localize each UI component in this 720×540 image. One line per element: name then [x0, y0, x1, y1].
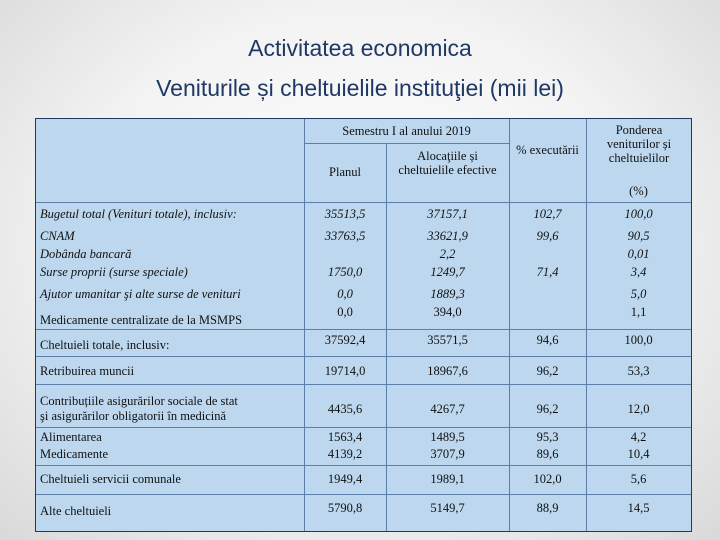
- cell-plan: 0,0: [337, 305, 353, 319]
- header-semester: Semestru I al anului 2019: [342, 124, 471, 138]
- row-line: [36, 356, 691, 357]
- col-line: [304, 119, 305, 531]
- cell-alloc: 37157,1: [427, 207, 468, 221]
- row-label: CNAM: [40, 229, 75, 243]
- finance-table: [35, 118, 692, 532]
- row-label: Medicamente centralizate de la MSMPS: [40, 313, 243, 327]
- cell-pct: 88,9: [536, 501, 559, 515]
- cell-share: 10,4: [627, 447, 650, 461]
- row-label: Cheltuieli totale, inclusiv:: [40, 338, 170, 352]
- cell-alloc: 1489,5: [430, 430, 465, 444]
- cell-plan: 19714,0: [324, 364, 366, 378]
- cell-alloc: 394,0: [433, 305, 462, 319]
- cell-pct: 102,0: [533, 472, 562, 486]
- row-label: Alte cheltuieli: [40, 504, 112, 518]
- col-line: [586, 119, 587, 531]
- cell-share: 3,4: [630, 265, 647, 279]
- header-share: Ponderea veniturilor și cheltuielilor: [606, 123, 672, 165]
- cell-share: 90,5: [627, 229, 650, 243]
- cell-pct: 89,6: [536, 447, 559, 461]
- cell-share: 0,01: [627, 247, 650, 261]
- row-line: [36, 384, 691, 385]
- cell-alloc: 4267,7: [430, 402, 465, 416]
- cell-plan: 35513,5: [324, 207, 366, 221]
- cell-pct: 102,7: [533, 207, 562, 221]
- row-line: [36, 427, 691, 428]
- col-line: [509, 119, 510, 531]
- row-label: Surse proprii (surse speciale): [40, 265, 188, 279]
- cell-alloc: 5149,7: [430, 501, 465, 515]
- header-divider: [304, 143, 509, 144]
- cell-alloc: 2,2: [439, 247, 456, 261]
- cell-share: 100,0: [624, 333, 653, 347]
- header-bottom-line: [36, 202, 691, 203]
- cell-plan: 1750,0: [327, 265, 363, 279]
- cell-alloc: 18967,6: [427, 364, 468, 378]
- cell-pct: 71,4: [536, 265, 559, 279]
- cell-pct: 99,6: [536, 229, 559, 243]
- cell-share: 4,2: [630, 430, 647, 444]
- cell-pct: 96,2: [536, 364, 559, 378]
- cell-share: 14,5: [627, 501, 650, 515]
- cell-share: 5,0: [630, 287, 647, 301]
- cell-share: 5,6: [630, 472, 647, 486]
- cell-pct: 96,2: [536, 402, 559, 416]
- cell-alloc: 3707,9: [430, 447, 465, 461]
- row-label: Ajutor umanitar şi alte surse de venituri: [40, 287, 241, 301]
- header-share-unit: (%): [629, 184, 648, 198]
- cell-plan: 33763,5: [324, 229, 366, 243]
- cell-plan: 1563,4: [327, 430, 363, 444]
- cell-share: 100,0: [624, 207, 653, 221]
- cell-alloc: 1249,7: [430, 265, 465, 279]
- row-label: Cheltuieli servicii comunale: [40, 472, 181, 486]
- row-line: [36, 465, 691, 466]
- row-label: Dobânda bancară: [40, 247, 132, 261]
- cell-plan: 37592,4: [324, 333, 366, 347]
- slide-title: Activitatea economica: [248, 35, 472, 61]
- cell-alloc: 35571,5: [427, 333, 468, 347]
- row-label: Bugetul total (Venituri totale), inclusiv:: [40, 207, 237, 221]
- row-label: Medicamente: [40, 447, 109, 461]
- row-line: [36, 329, 691, 330]
- row-label-line2: şi asigurărilor obligatorii în medicină: [40, 409, 227, 423]
- cell-share: 53,3: [627, 364, 650, 378]
- cell-alloc: 33621,9: [427, 229, 468, 243]
- cell-plan: 0,0: [337, 287, 353, 301]
- row-label: Contribuțiile asigurărilor sociale de stat: [40, 394, 238, 408]
- cell-plan: 4435,6: [327, 402, 363, 416]
- row-label: Alimentarea: [40, 430, 102, 444]
- cell-pct: 95,3: [536, 430, 559, 444]
- cell-share: 12,0: [627, 402, 650, 416]
- header-plan: Planul: [329, 165, 361, 179]
- cell-pct: 94,6: [536, 333, 559, 347]
- header-pct: % executării: [516, 143, 579, 157]
- header-alloc: Alocaţiile și cheltuielile efective: [398, 149, 497, 177]
- row-line: [36, 494, 691, 495]
- cell-plan: 1949,4: [327, 472, 363, 486]
- cell-share: 1,1: [630, 305, 647, 319]
- cell-alloc: 1989,1: [430, 472, 465, 486]
- row-label: Retribuirea muncii: [40, 364, 135, 378]
- cell-plan: 4139,2: [327, 447, 363, 461]
- cell-plan: 5790,8: [327, 501, 363, 515]
- cell-alloc: 1889,3: [430, 287, 465, 301]
- slide-subtitle: Veniturile și cheltuielile instituţiei (mii lei): [156, 75, 564, 101]
